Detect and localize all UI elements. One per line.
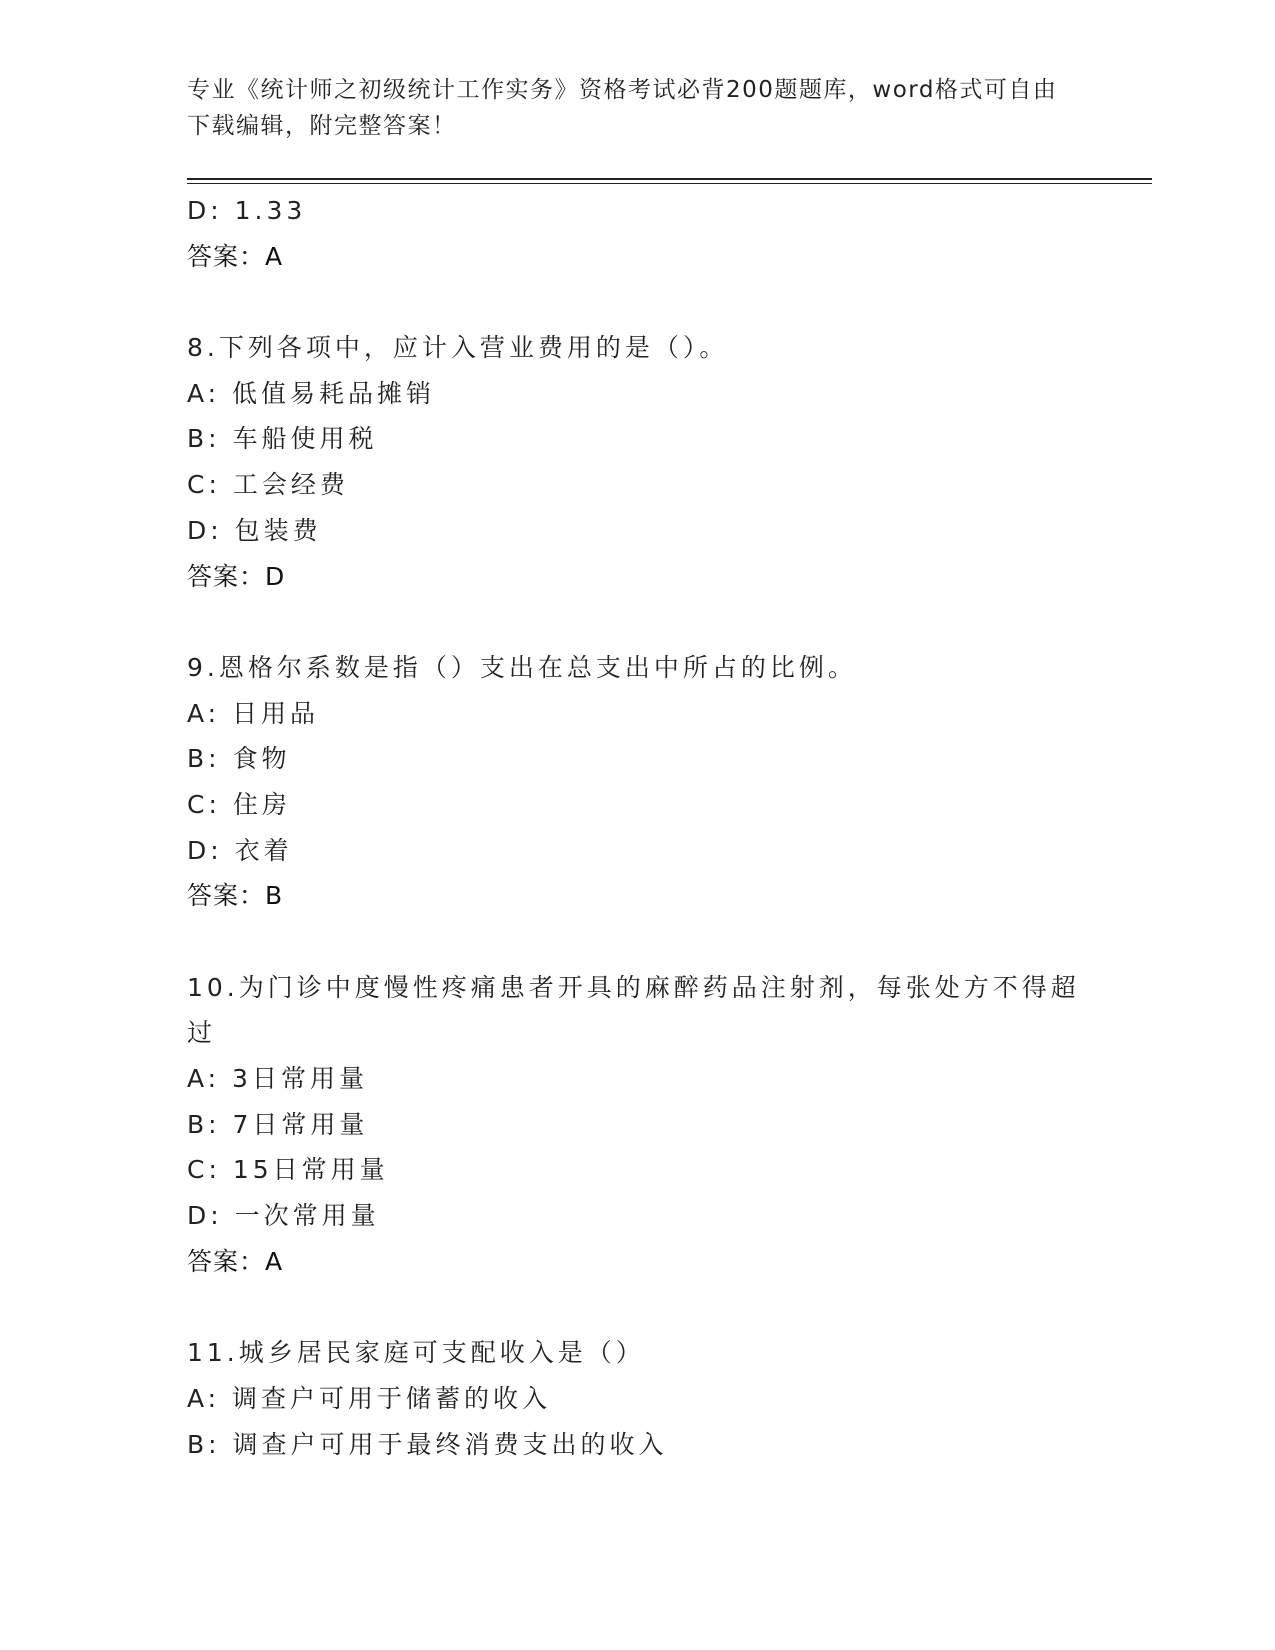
- option-d: D: 包装费: [187, 515, 322, 545]
- option-d: D: 1.33: [187, 196, 307, 225]
- question-9: [187, 645, 1087, 919]
- question-stem: 9.恩格尔系数是指（）支出在总支出中所占的比例。: [187, 652, 857, 682]
- option-a: A: 调查户可用于储蓄的收入: [187, 1383, 552, 1413]
- question-11: [187, 1330, 1087, 1467]
- option-c: C: 工会经费: [187, 470, 349, 500]
- option-c: C: 住房: [187, 789, 291, 819]
- answer: 答案：D: [187, 561, 286, 591]
- question-10: [187, 965, 1087, 1285]
- question-8: [187, 325, 1087, 599]
- answer: 答案：B: [187, 881, 284, 911]
- option-b: B: 车船使用税: [187, 424, 378, 454]
- option-b: B: 食物: [187, 744, 291, 774]
- option-a: A: 3日常用量: [187, 1064, 368, 1094]
- header-rule-thin: [187, 183, 1152, 184]
- document-body: [187, 188, 1087, 1467]
- answer: 答案：A: [187, 241, 284, 271]
- option-c: C: 15日常用量: [187, 1155, 389, 1185]
- option-a: A: 日用品: [187, 698, 320, 728]
- question-stem: 11.城乡居民家庭可支配收入是（）: [187, 1338, 645, 1368]
- question-stem: 8.下列各项中，应计入营业费用的是（）。: [187, 333, 729, 363]
- header-rule: [187, 178, 1152, 180]
- option-a: A: 低值易耗品摊销: [187, 378, 436, 408]
- option-b: B: 调查户可用于最终消费支出的收入: [187, 1429, 668, 1459]
- question-stem: 10.为门诊中度慢性疼痛患者开具的麻醉药品注射剂，每张处方不得超过: [187, 972, 1080, 1048]
- document-header: 专业《统计师之初级统计工作实务》资格考试必背200题题库，word格式可自由下载编辑，附完整答案！: [187, 77, 1058, 139]
- option-d: D: 一次常用量: [187, 1201, 380, 1231]
- option-d: D: 衣着: [187, 835, 293, 865]
- answer: 答案：A: [187, 1246, 284, 1276]
- option-b: B: 7日常用量: [187, 1109, 369, 1139]
